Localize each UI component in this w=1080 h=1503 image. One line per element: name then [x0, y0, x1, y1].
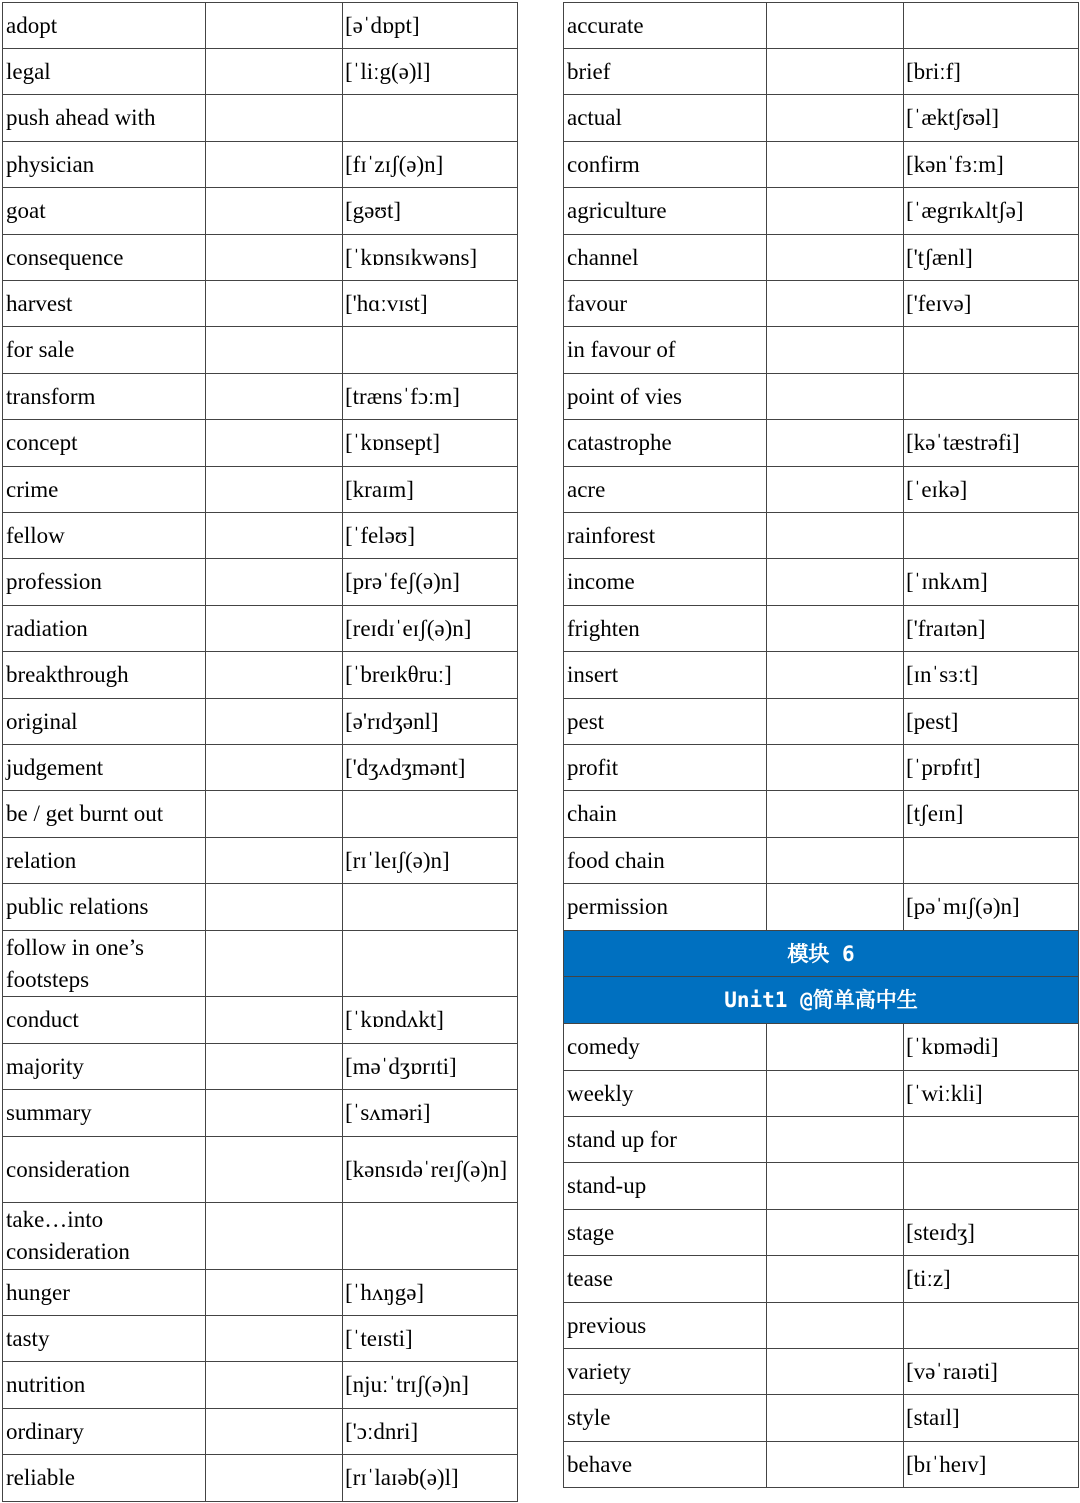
phonetic-transcription: [ˈhʌŋgə]	[343, 1270, 518, 1316]
vocab-word: in favour of	[564, 327, 767, 374]
vocab-row	[564, 327, 1079, 374]
phonetic-transcription: [ˈæktʃʊəl]	[904, 95, 1079, 142]
blank-cell	[767, 235, 904, 281]
vocab-row	[3, 1455, 518, 1502]
blank-cell	[767, 745, 904, 791]
blank-cell	[206, 1316, 343, 1362]
vocab-row	[564, 699, 1079, 745]
blank-cell	[767, 1303, 904, 1349]
vocab-word: majority	[3, 1044, 206, 1090]
vocab-row	[3, 745, 518, 791]
vocab-word: public relations	[3, 884, 206, 931]
phonetic-transcription: [ˈwiːkli]	[904, 1071, 1079, 1117]
vocab-word: agriculture	[564, 188, 767, 235]
vocab-word: tasty	[3, 1316, 206, 1362]
phonetic-transcription	[904, 374, 1079, 420]
phonetic-transcription: [ˈkɒndʌkt]	[343, 997, 518, 1044]
vocab-word: fellow	[3, 513, 206, 559]
blank-cell	[206, 1409, 343, 1455]
blank-cell	[206, 49, 343, 95]
phonetic-transcription: [briːf]	[904, 49, 1079, 95]
vocab-row	[564, 745, 1079, 791]
phonetic-transcription: [kənsɪdəˈreɪʃ(ə)n]	[343, 1137, 518, 1203]
blank-cell	[767, 188, 904, 235]
blank-cell	[767, 559, 904, 606]
vocab-row	[564, 652, 1079, 699]
phonetic-transcription: [ˈteɪsti]	[343, 1316, 518, 1362]
phonetic-transcription	[343, 95, 518, 142]
vocab-word: pest	[564, 699, 767, 745]
phonetic-transcription: [rɪˈleɪʃ(ə)n]	[343, 838, 518, 884]
phonetic-transcription: [ˈkɒnsept]	[343, 420, 518, 467]
phonetic-transcription	[904, 3, 1079, 49]
phonetic-transcription: [pest]	[904, 699, 1079, 745]
vocab-row	[564, 420, 1079, 467]
blank-cell	[206, 997, 343, 1044]
phonetic-transcription: ['ɔːdnri]	[343, 1409, 518, 1455]
vocab-word: conduct	[3, 997, 206, 1044]
phonetic-transcription: [prəˈfeʃ(ə)n]	[343, 559, 518, 606]
blank-cell	[206, 1203, 343, 1270]
phonetic-transcription: [ə'rɪdʒənl]	[343, 699, 518, 745]
blank-cell	[206, 606, 343, 652]
vocab-row	[3, 281, 518, 327]
blank-cell	[206, 1270, 343, 1316]
module-header-group	[564, 931, 1079, 1024]
vocab-word: rainforest	[564, 513, 767, 559]
vocab-word: stand up for	[564, 1117, 767, 1163]
module-title: 模块 6	[564, 931, 1079, 977]
phonetic-transcription: [staɪl]	[904, 1395, 1079, 1442]
vocab-row	[3, 559, 518, 606]
vocab-row	[564, 1163, 1079, 1210]
blank-cell	[767, 327, 904, 374]
blank-cell	[767, 467, 904, 513]
vocab-word: brief	[564, 49, 767, 95]
vocab-word: weekly	[564, 1071, 767, 1117]
vocab-row	[3, 420, 518, 467]
vocab-row	[564, 1256, 1079, 1303]
blank-cell	[767, 374, 904, 420]
vocab-row	[564, 791, 1079, 838]
vocab-word: stand-up	[564, 1163, 767, 1210]
blank-cell	[767, 1349, 904, 1395]
module-header-row	[564, 931, 1079, 977]
vocab-row	[564, 188, 1079, 235]
right-vocab-table	[563, 2, 1079, 1488]
vocab-row	[564, 374, 1079, 420]
vocab-word: adopt	[3, 3, 206, 49]
vocab-row	[564, 1210, 1079, 1256]
vocab-word: frighten	[564, 606, 767, 652]
vocab-word: previous	[564, 1303, 767, 1349]
blank-cell	[767, 281, 904, 327]
vocab-word: point of vies	[564, 374, 767, 420]
blank-cell	[767, 3, 904, 49]
vocab-word: crime	[3, 467, 206, 513]
vocab-word: chain	[564, 791, 767, 838]
blank-cell	[206, 1090, 343, 1137]
blank-cell	[767, 1395, 904, 1442]
blank-cell	[206, 745, 343, 791]
blank-cell	[767, 838, 904, 884]
vocab-row	[564, 467, 1079, 513]
vocab-row	[3, 931, 518, 997]
vocab-word: accurate	[564, 3, 767, 49]
blank-cell	[206, 374, 343, 420]
vocab-row	[3, 327, 518, 374]
phonetic-transcription: [ˈsʌməri]	[343, 1090, 518, 1137]
vocab-row	[3, 838, 518, 884]
phonetic-transcription: [vəˈraɪəti]	[904, 1349, 1079, 1395]
vocab-word: catastrophe	[564, 420, 767, 467]
blank-cell	[767, 1163, 904, 1210]
vocab-word: relation	[3, 838, 206, 884]
blank-cell	[206, 188, 343, 235]
blank-cell	[206, 1455, 343, 1502]
phonetic-transcription: [ˈkɒmədi]	[904, 1024, 1079, 1071]
phonetic-transcription: [fɪˈzɪʃ(ə)n]	[343, 142, 518, 188]
phonetic-transcription	[343, 884, 518, 931]
vocab-word: behave	[564, 1442, 767, 1488]
phonetic-transcription: [kəˈtæstrəfi]	[904, 420, 1079, 467]
blank-cell	[206, 1044, 343, 1090]
vocab-row	[3, 513, 518, 559]
vocab-row	[564, 884, 1079, 931]
vocab-word: actual	[564, 95, 767, 142]
blank-cell	[206, 327, 343, 374]
vocab-row	[564, 49, 1079, 95]
blank-cell	[206, 791, 343, 838]
phonetic-transcription: ['tʃænl]	[904, 235, 1079, 281]
phonetic-transcription: [ˈægrɪkʌltʃə]	[904, 188, 1079, 235]
left-vocab-table	[2, 2, 518, 1502]
blank-cell	[206, 931, 343, 997]
vocab-row	[564, 1395, 1079, 1442]
blank-cell	[206, 652, 343, 699]
vocab-row	[3, 884, 518, 931]
vocab-word: confirm	[564, 142, 767, 188]
vocab-row	[564, 142, 1079, 188]
vocab-word: profit	[564, 745, 767, 791]
vocab-row	[564, 281, 1079, 327]
vocab-row	[3, 374, 518, 420]
vocab-row	[564, 838, 1079, 884]
vocab-word: legal	[3, 49, 206, 95]
blank-cell	[767, 884, 904, 931]
vocab-word: judgement	[3, 745, 206, 791]
vocab-row	[564, 1024, 1079, 1071]
phonetic-transcription: [trænsˈfɔːm]	[343, 374, 518, 420]
phonetic-transcription	[904, 1303, 1079, 1349]
vocab-word: favour	[564, 281, 767, 327]
phonetic-transcription	[904, 327, 1079, 374]
vocab-word: take…into consideration	[3, 1203, 206, 1270]
vocab-row	[3, 791, 518, 838]
vocab-word: harvest	[3, 281, 206, 327]
phonetic-transcription	[904, 1163, 1079, 1210]
vocab-word: income	[564, 559, 767, 606]
blank-cell	[206, 420, 343, 467]
vocab-word: goat	[3, 188, 206, 235]
unit-header-row	[564, 977, 1079, 1024]
vocab-row	[564, 235, 1079, 281]
phonetic-transcription: [kraɪm]	[343, 467, 518, 513]
vocab-row	[3, 1362, 518, 1409]
blank-cell	[206, 838, 343, 884]
vocab-word: for sale	[3, 327, 206, 374]
vocab-row	[3, 49, 518, 95]
vocab-row	[564, 1071, 1079, 1117]
phonetic-transcription	[343, 1203, 518, 1270]
phonetic-transcription: [ˈbreɪkθruː]	[343, 652, 518, 699]
blank-cell	[767, 652, 904, 699]
vocab-word: stage	[564, 1210, 767, 1256]
vocab-row	[564, 1442, 1079, 1488]
vocab-row	[564, 606, 1079, 652]
vocab-word: channel	[564, 235, 767, 281]
blank-cell	[206, 699, 343, 745]
phonetic-transcription: [pəˈmɪʃ(ə)n]	[904, 884, 1079, 931]
vocab-row	[564, 559, 1079, 606]
blank-cell	[767, 1071, 904, 1117]
blank-cell	[767, 606, 904, 652]
vocab-word: follow in one’s footsteps	[3, 931, 206, 997]
blank-cell	[206, 513, 343, 559]
phonetic-transcription: ['hɑːvɪst]	[343, 281, 518, 327]
vocab-row	[3, 1316, 518, 1362]
phonetic-transcription: [njuːˈtrɪʃ(ə)n]	[343, 1362, 518, 1409]
vocab-row	[3, 1137, 518, 1203]
phonetic-transcription	[343, 791, 518, 838]
phonetic-transcription: [gəʊt]	[343, 188, 518, 235]
blank-cell	[767, 49, 904, 95]
phonetic-transcription: [ˈprɒfɪt]	[904, 745, 1079, 791]
vocab-row	[3, 1203, 518, 1270]
blank-cell	[206, 142, 343, 188]
blank-cell	[767, 95, 904, 142]
blank-cell	[206, 559, 343, 606]
vocab-word: acre	[564, 467, 767, 513]
blank-cell	[767, 1117, 904, 1163]
vocab-row	[564, 1303, 1079, 1349]
vocab-row	[3, 3, 518, 49]
vocab-word: comedy	[564, 1024, 767, 1071]
vocab-word: variety	[564, 1349, 767, 1395]
vocab-word: hunger	[3, 1270, 206, 1316]
vocab-row	[564, 513, 1079, 559]
phonetic-transcription	[904, 838, 1079, 884]
vocab-row	[3, 1270, 518, 1316]
vocab-row	[3, 235, 518, 281]
phonetic-transcription: [ˈeɪkə]	[904, 467, 1079, 513]
vocab-row	[3, 95, 518, 142]
phonetic-transcription: [tʃeɪn]	[904, 791, 1079, 838]
vocab-row	[3, 997, 518, 1044]
blank-cell	[767, 1024, 904, 1071]
vocab-word: summary	[3, 1090, 206, 1137]
phonetic-transcription: [kənˈfɜːm]	[904, 142, 1079, 188]
phonetic-transcription: [ˈfeləʊ]	[343, 513, 518, 559]
phonetic-transcription: [reɪdɪˈeɪʃ(ə)n]	[343, 606, 518, 652]
vocab-word: physician	[3, 142, 206, 188]
blank-cell	[767, 420, 904, 467]
blank-cell	[206, 3, 343, 49]
phonetic-transcription: [rɪˈlaɪəb(ə)l]	[343, 1455, 518, 1502]
blank-cell	[206, 235, 343, 281]
vocab-word: breakthrough	[3, 652, 206, 699]
blank-cell	[767, 791, 904, 838]
unit-title: Unit1 @简单高中生	[564, 977, 1079, 1024]
blank-cell	[206, 1362, 343, 1409]
vocab-word: permission	[564, 884, 767, 931]
phonetic-transcription: [steɪdʒ]	[904, 1210, 1079, 1256]
blank-cell	[767, 699, 904, 745]
blank-cell	[767, 1442, 904, 1488]
vocab-row	[3, 467, 518, 513]
blank-cell	[206, 467, 343, 513]
blank-cell	[206, 1137, 343, 1203]
vocab-word: ordinary	[3, 1409, 206, 1455]
phonetic-transcription: [ˈliːg(ə)l]	[343, 49, 518, 95]
phonetic-transcription: [ɪnˈsɜːt]	[904, 652, 1079, 699]
vocab-row	[3, 142, 518, 188]
vocab-word: reliable	[3, 1455, 206, 1502]
phonetic-transcription: [bɪˈheɪv]	[904, 1442, 1079, 1488]
phonetic-transcription: [tiːz]	[904, 1256, 1079, 1303]
vocab-row	[564, 3, 1079, 49]
blank-cell	[767, 1210, 904, 1256]
vocab-word: nutrition	[3, 1362, 206, 1409]
blank-cell	[767, 142, 904, 188]
vocab-word: tease	[564, 1256, 767, 1303]
phonetic-transcription: [məˈdʒɒrɪti]	[343, 1044, 518, 1090]
phonetic-transcription: [ˈɪnkʌm]	[904, 559, 1079, 606]
vocab-word: food chain	[564, 838, 767, 884]
blank-cell	[767, 1256, 904, 1303]
vocab-row	[3, 1409, 518, 1455]
vocab-row	[3, 699, 518, 745]
blank-cell	[206, 884, 343, 931]
vocab-row	[3, 606, 518, 652]
vocab-word: consideration	[3, 1137, 206, 1203]
phonetic-transcription	[904, 1117, 1079, 1163]
vocab-word: profession	[3, 559, 206, 606]
vocab-row	[564, 1117, 1079, 1163]
blank-cell	[767, 513, 904, 559]
vocab-row	[564, 1349, 1079, 1395]
vocab-row	[564, 95, 1079, 142]
vocab-word: original	[3, 699, 206, 745]
phonetic-transcription: ['fraɪtən]	[904, 606, 1079, 652]
phonetic-transcription: ['feɪvə]	[904, 281, 1079, 327]
vocab-row	[3, 652, 518, 699]
phonetic-transcription: [əˈdɒpt]	[343, 3, 518, 49]
vocab-row	[3, 1090, 518, 1137]
phonetic-transcription	[343, 931, 518, 997]
phonetic-transcription	[904, 513, 1079, 559]
phonetic-transcription	[343, 327, 518, 374]
blank-cell	[206, 95, 343, 142]
vocab-word: insert	[564, 652, 767, 699]
vocab-word: push ahead with	[3, 95, 206, 142]
vocab-word: consequence	[3, 235, 206, 281]
vocab-word: style	[564, 1395, 767, 1442]
phonetic-transcription: ['dʒʌdʒmənt]	[343, 745, 518, 791]
blank-cell	[206, 281, 343, 327]
vocab-word: concept	[3, 420, 206, 467]
vocab-word: be / get burnt out	[3, 791, 206, 838]
vocab-word: radiation	[3, 606, 206, 652]
vocab-row	[3, 1044, 518, 1090]
vocab-word: transform	[3, 374, 206, 420]
vocab-row	[3, 188, 518, 235]
phonetic-transcription: [ˈkɒnsɪkwəns]	[343, 235, 518, 281]
